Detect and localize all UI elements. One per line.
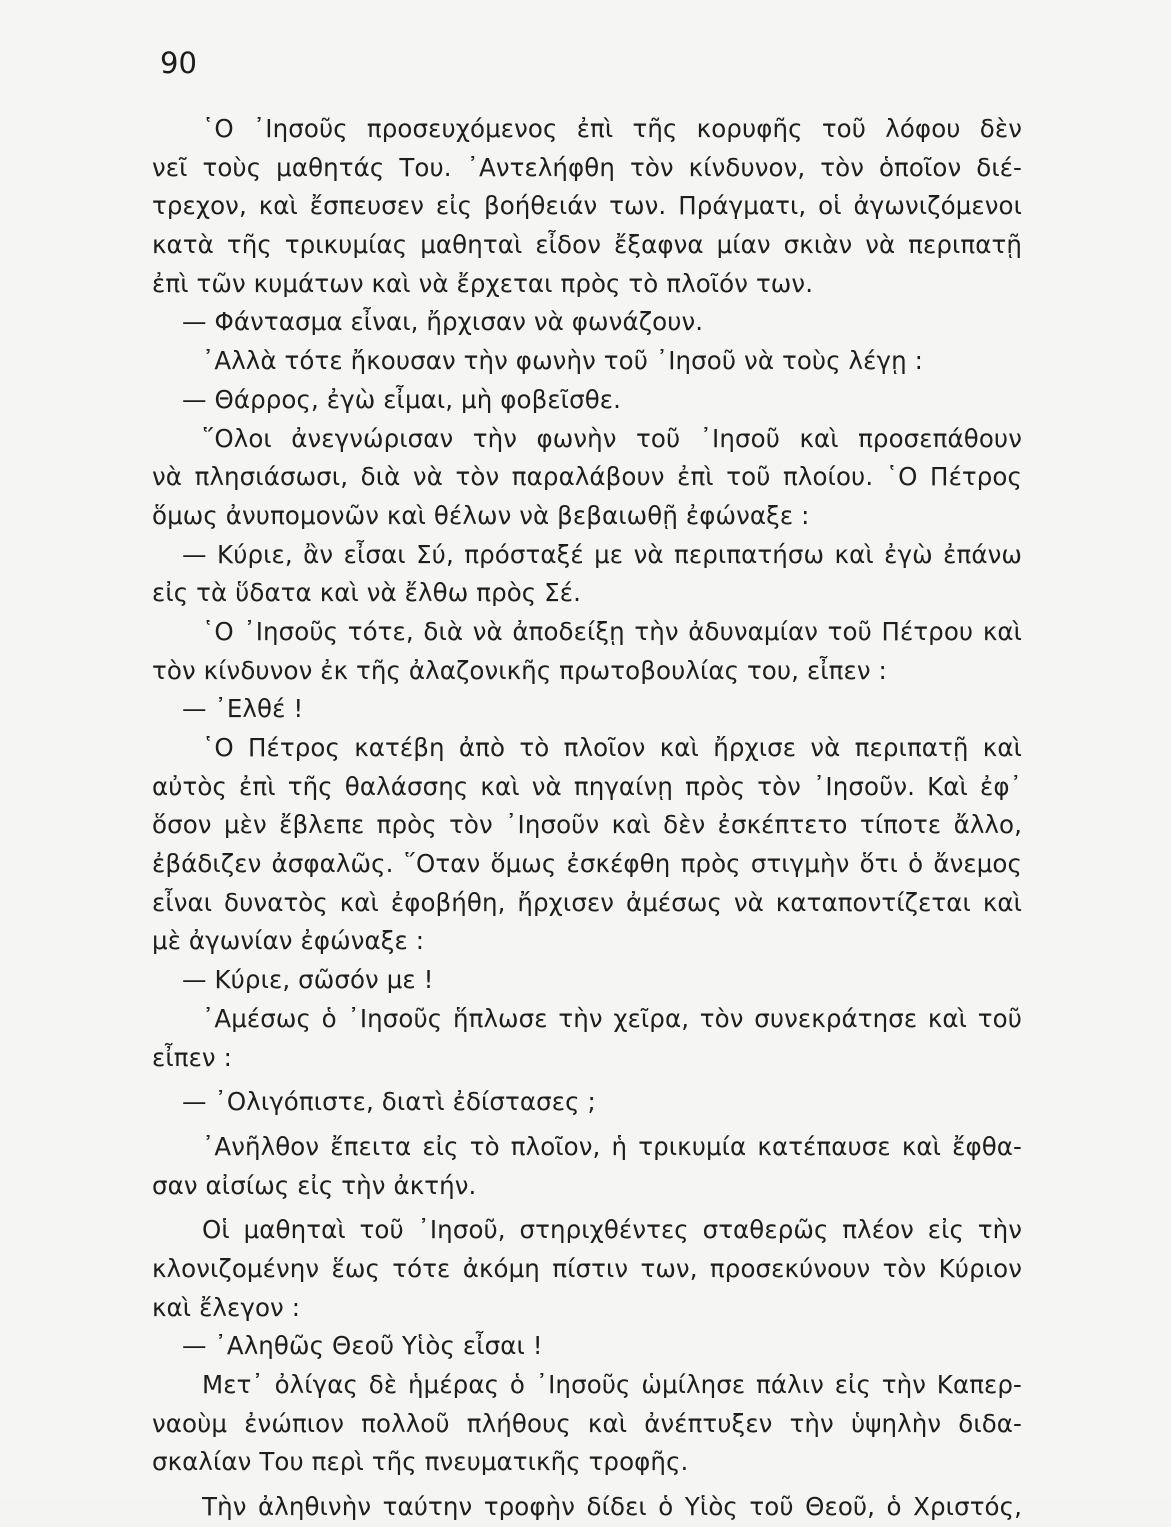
dialogue-line: — Κύριε, σῶσόν με ! [182, 965, 434, 995]
text-line: ναοὺμ ἐνώπιον πολλοῦ πλήθους καὶ ἀνέπτυξεν τὴν ὑψηλὴν διδα- [152, 1408, 1022, 1438]
text-line: αὐτὸς ἐπὶ τῆς θαλάσσης καὶ νὰ πηγαίνῃ πρὸς τὸν ᾿Ιησοῦν. Καὶ ἐφ᾿ [152, 771, 1022, 801]
text-line: ῾Ο ᾿Ιησοῦς τότε, διὰ νὰ ἀποδείξῃ τὴν ἀδυναμίαν τοῦ Πέτρου καὶ [202, 616, 1022, 646]
text-line: κατὰ τῆς τρικυμίας μαθηταὶ εἶδον ἔξαφνα μίαν σκιὰν νὰ περιπατῇ [152, 230, 1022, 260]
text-line: ῾Ο ᾿Ιησοῦς προσευχόμενος ἐπὶ τῆς κορυφῆς τοῦ λόφου δὲν [202, 114, 1022, 143]
text-line: κλονιζομένην ἕως τότε ἀκόμη πίστιν των, προσεκύνουν τὸν Κύριον [152, 1253, 1022, 1283]
text-line: καὶ ἔλεγον : [152, 1292, 301, 1322]
text-line: νὰ πλησιάσωσι, διὰ νὰ τὸν παραλάβουν ἐπὶ τοῦ πλοίου. ῾Ο Πέτρος [152, 462, 1022, 492]
text-line: ἐβάδιζεν ἀσφαλῶς. ῞Οταν ὅμως ἐσκέφθη πρὸς στιγμὴν ὅτι ὁ ἄνεμος [152, 849, 1022, 879]
text-line: ᾿Αλλὰ τότε ἤκουσαν τὴν φωνὴν τοῦ ᾿Ιησοῦ νὰ τοὺς λέγῃ : [202, 346, 923, 376]
dialogue-line: — ᾿Αληθῶς Θεοῦ Υἱὸς εἶσαι ! [182, 1331, 543, 1361]
dialogue-line: — ᾿Ελθέ ! [182, 694, 304, 724]
text-line: νεῖ τοὺς μαθητάς Του. ᾿Αντελήφθη τὸν κίνδυνον, τὸν ὁποῖον διέ- [152, 152, 1022, 182]
page-number: 90 [160, 46, 197, 80]
text-line: Μετ᾿ ὀλίγας δὲ ἡμέρας ὁ ᾿Ιησοῦς ὡμίλησε πάλιν εἰς τὴν Καπερ- [202, 1370, 1022, 1399]
text-line: σκαλίαν Του περὶ τῆς πνευματικῆς τροφῆς. [152, 1447, 689, 1477]
text-line: ᾿Αμέσως ὁ ᾿Ιησοῦς ἥπλωσε τὴν χεῖρα, τὸν συνεκράτησε καὶ τοῦ [202, 1003, 1022, 1033]
text-line: σαν αἰσίως εἰς τὴν ἀκτήν. [152, 1170, 477, 1200]
text-line: μὲ ἀγωνίαν ἐφώναξε : [152, 926, 425, 956]
text-line: εἶπεν : [152, 1042, 232, 1072]
text-line: ἐπὶ τῶν κυμάτων καὶ νὰ ἔρχεται πρὸς τὸ πλοῖόν των. [152, 268, 814, 298]
text-line: ᾿Ανῆλθον ἔπειτα εἰς τὸ πλοῖον, ἡ τρικυμία κατέπαυσε καὶ ἔφθα- [202, 1131, 1022, 1161]
text-line: τὸν κίνδυνον ἐκ τῆς ἀλαζονικῆς πρωτοβουλίας του, εἶπεν : [152, 655, 887, 685]
dialogue-line: — Φάντασμα εἶναι, ἤρχισαν νὰ φωνάζουν. [182, 307, 704, 337]
text-line: ῾Ο Πέτρος κατέβη ἀπὸ τὸ πλοῖον καὶ ἤρχισε νὰ περιπατῇ καὶ [202, 733, 1022, 762]
dialogue-line: — ᾿Ολιγόπιστε, διατὶ ἐδίστασες ; [182, 1087, 596, 1117]
text-line: ὅσον μὲν ἔβλεπε πρὸς τὸν ᾿Ιησοῦν καὶ δὲν ἐσκέπτετο τίποτε ἄλλο, [152, 810, 1022, 840]
text-line: Οἱ μαθηταὶ τοῦ ᾿Ιησοῦ, στηριχθέντες σταθερῶς πλέον εἰς τὴν [202, 1215, 1022, 1245]
text-line: τρεχον, καὶ ἔσπευσεν εἰς βοήθειάν των. Πράγματι, οἱ ἀγωνιζόμενοι [152, 191, 1022, 221]
dialogue-line: — Κύριε, ἂν εἶσαι Σύ, πρόσταξέ με νὰ περιπατήσω καὶ ἐγὼ ἐπάνω [182, 539, 1022, 569]
text-line: εἰς τὰ ὕδατα καὶ νὰ ἔλθω πρὸς Σέ. [152, 578, 581, 608]
text-line: ὅμως ἀνυπομονῶν καὶ θέλων νὰ βεβαιωθῇ ἐφώναξε : [152, 500, 810, 530]
dialogue-line: — Θάρρος, ἐγὼ εἶμαι, μὴ φοβεῖσθε. [182, 384, 622, 414]
text-line: εἶναι δυνατὸς καὶ ἐφοβήθη, ἤρχισεν ἀμέσως νὰ καταποντίζεται καὶ [152, 887, 1022, 917]
text-line: ῞Ολοι ἀνεγνώρισαν τὴν φωνὴν τοῦ ᾿Ιησοῦ καὶ προσεπάθουν [202, 423, 1022, 453]
text-line: Τὴν ἀληθινὴν ταύτην τροφὴν δίδει ὁ Υἱὸς τοῦ Θεοῦ, ὁ Χριστός, [202, 1492, 1022, 1522]
body-text [152, 110, 1022, 1527]
